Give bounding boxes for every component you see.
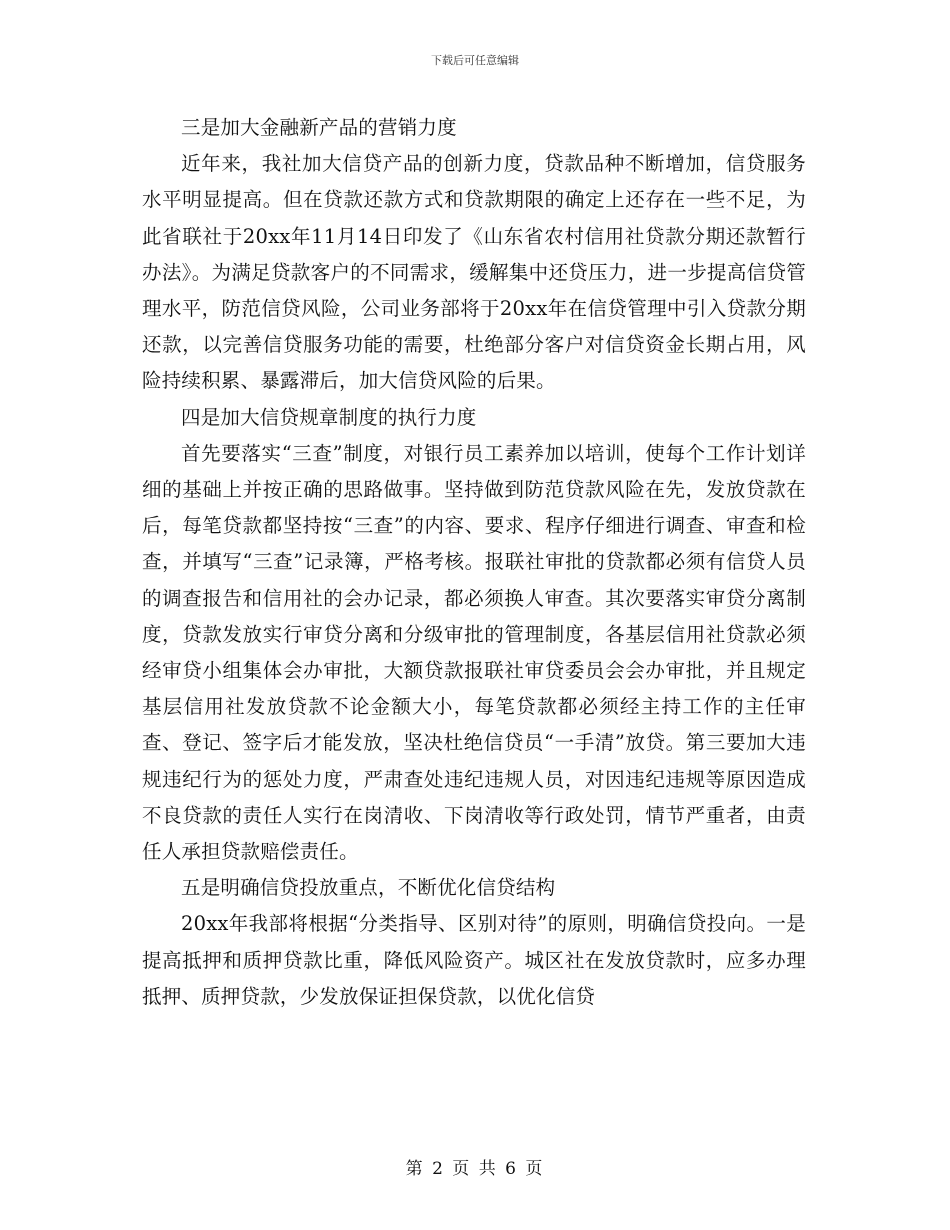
page-header: 下载后可任意编辑 [431, 54, 519, 67]
section-heading-5: 五是明确信贷投放重点，不断优化信贷结构 [181, 876, 556, 900]
page-number: 第 2 页 共 6 页 [405, 1159, 545, 1179]
section-heading-4: 四是加大信贷规章制度的执行力度 [181, 405, 477, 429]
paragraph-1: 近年来，我社加大信贷产品的创新力度，贷款品种不断增加，信贷服务水平明显提高。但在贷款还款方式和贷款期限的确定上还存在一些不足，为此省联社于20xx年11月14日印发了《山东省农村信用社贷款分期还款暂行办法》。为满足贷款客户的不同需求，缓解集中还贷压力，进一步提高信贷管理水平，防范信贷风险，公司业务部将于20xx年在信贷管理中引入贷款分期还款，以完善信贷服务功能的需要，杜绝部分客户对信贷资金长期占用，风险持续积累、暴露滞后，加大信贷风险的后果。 [142, 152, 806, 393]
section-heading-3: 三是加大金融新产品的营销力度 [181, 116, 457, 139]
document-body [142, 110, 806, 1015]
paragraph-2: 首先要落实“三查”制度，对银行员工素养加以培训，使每个工作计划详细的基础上并按正确的思路做事。坚持做到防范贷款风险在先，发放贷款在后，每笔贷款都坚持按“三查”的内容、要求、程序仔细进行调查、审查和检查，并填写“三查”记录簿，严格考核。报联社审批的贷款都必须有信贷人员的调查报告和信用社的会办记录，都必须换人审查。其次要落实审贷分离制度，贷款发放实行审贷分离和分级审批的管理制度，各基层信用社贷款必须经审贷小组集体会办审批，大额贷款报联社审贷委员会会办审批，并且规定基层信用社发放贷款不论金额大小，每笔贷款都必须经主持工作的主任审查、登记、签字后才能发放，坚决杜绝信贷员“一手清”放贷。第三要加大违规违纪行为的惩处力度，严肃查处违纪违规人员，对因违纪违规等原因造成不良贷款的责任人实行在岗清收、下岗清收等行政处罚，情节严重者，由责任人承担贷款赔偿责任。 [142, 441, 806, 864]
paragraph-3: 20xx年我部将根据“分类指导、区别对待”的原则，明确信贷投向。一是提高抵押和质押贷款比重，降低风险资产。城区社在发放贷款时，应多办理抵押、质押贷款，少发放保证担保贷款，以优化信贷 [142, 912, 806, 1008]
